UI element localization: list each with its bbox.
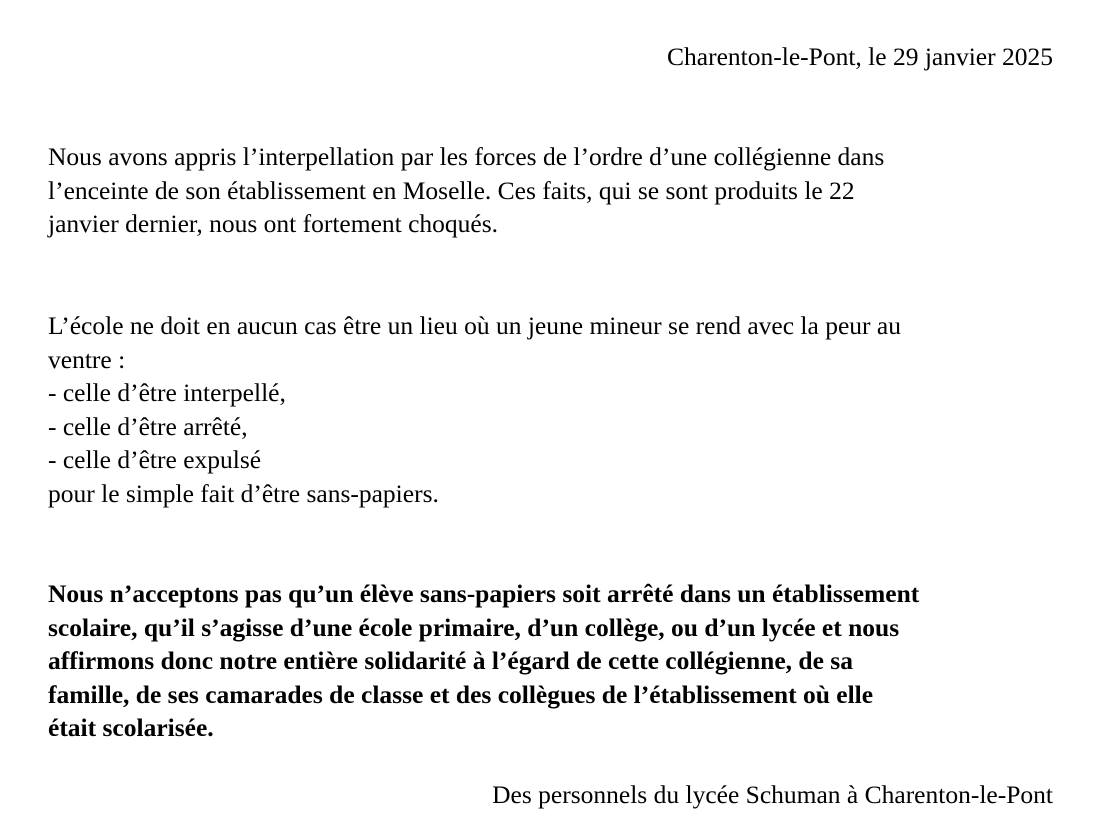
date-line: Charenton-le-Pont, le 29 janvier 2025 <box>667 42 1053 71</box>
text-line: janvier dernier, nous ont fortement choqués. <box>48 209 499 239</box>
text-line: pour le simple fait d’être sans-papiers. <box>48 478 439 508</box>
text-line: l’enceinte de son établissement en Moselle. Ces faits, qui se sont produits le 22 <box>48 175 855 205</box>
text-line: L’école ne doit en aucun cas être un lieu où un jeune mineur se rend avec la peur au <box>48 311 901 340</box>
text-line: Nous n’acceptons pas qu’un élève sans-papiers soit arrêté dans un établissement <box>48 579 920 608</box>
text-line: était scolarisée. <box>48 713 214 743</box>
list-item: - celle d’être arrêté, <box>48 411 248 441</box>
text-line: affirmons donc notre entière solidarité à l’égard de cette collégienne, de sa <box>48 646 853 676</box>
list-item: - celle d’être interpellé, <box>48 378 286 408</box>
paragraph-school-fear <box>48 309 1058 511</box>
text-line: famille, de ses camarades de classe et des collègues de l’établissement où elle <box>48 679 874 709</box>
list-item: - celle d’être expulsé <box>48 445 262 475</box>
text-line: Nous avons appris l’interpellation par les forces de l’ordre d’une collégienne dans <box>48 142 885 171</box>
text-line: ventre : <box>48 344 126 374</box>
signature: Des personnels du lycée Schuman à Charenton-le-Pont <box>492 780 1053 809</box>
text-line: scolaire, qu’il s’agisse d’une école primaire, d’un collège, ou d’un lycée et nous <box>48 612 900 642</box>
paragraph-solidarity-statement <box>48 577 1058 745</box>
paragraph-intro <box>48 140 1058 241</box>
